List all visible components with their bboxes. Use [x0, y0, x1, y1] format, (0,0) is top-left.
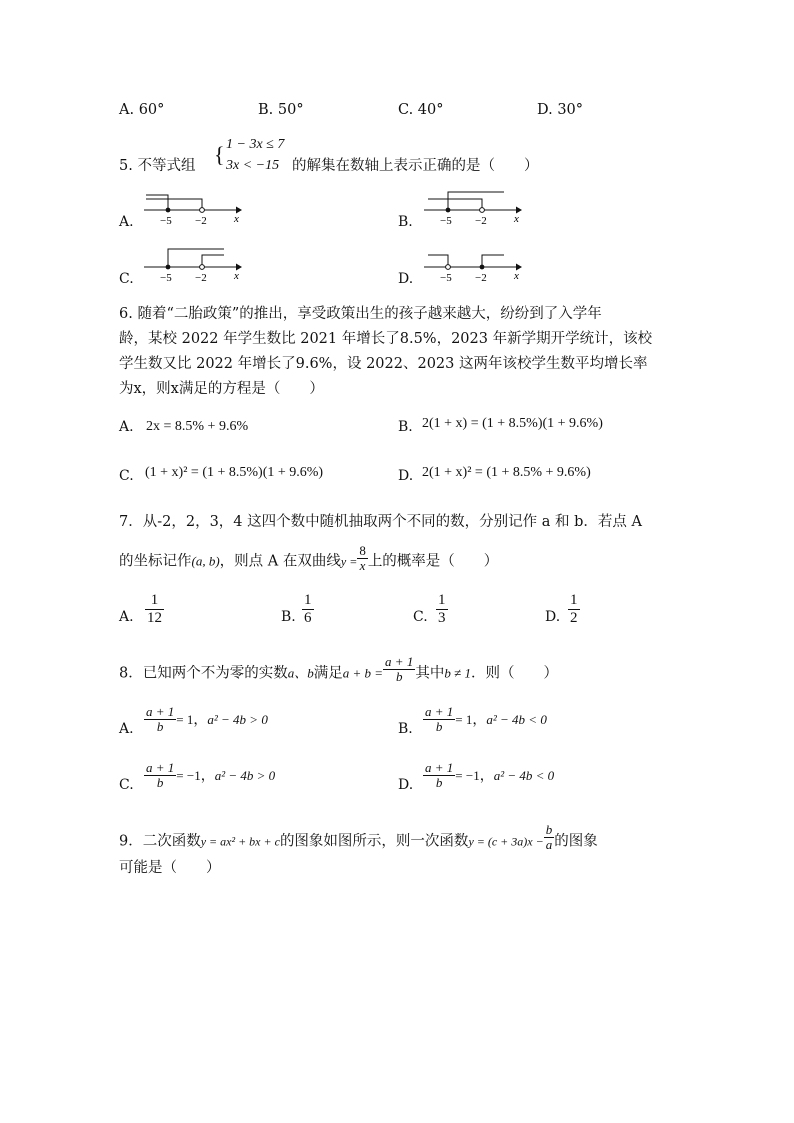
q7-option-a-label: A.	[119, 609, 134, 625]
q8-option-d-label: D.	[398, 777, 414, 793]
q5-system-line2: 3x < −15	[226, 158, 280, 173]
q5-system-line1: 1 − 3x ≤ 7	[226, 137, 285, 152]
q8-option-d: $\frac{a + 1}{b}$ = −1，a² − 4b < 0	[425, 760, 555, 790]
q4-option-b: B. 50°	[258, 102, 304, 118]
q7-option-c-fraction: $\frac{1}{3}$	[438, 592, 446, 626]
q7-stem-line1: 7．从-2，2，3，4 这四个数中随机抽取两个不同的数，分别记作 a 和 b．若点 A	[119, 514, 642, 530]
q5-option-b-label: B.	[398, 214, 413, 230]
q6-option-d: 2(1 + x)² = (1 + 8.5% + 9.6%)	[422, 465, 591, 480]
svg-text:−2: −2	[195, 272, 207, 284]
svg-text:−2: −2	[475, 215, 487, 227]
svg-text:x: x	[234, 213, 239, 225]
q8-option-c: $\frac{a + 1}{b}$ = −1，a² − 4b > 0	[146, 760, 276, 790]
svg-text:−5: −5	[160, 272, 172, 284]
q8-option-b-label: B.	[398, 721, 413, 737]
q6-option-a: 2x = 8.5% + 9.6%	[146, 419, 249, 434]
q5-option-a-label: A.	[119, 214, 134, 230]
svg-text:−5: −5	[440, 215, 452, 227]
q5-option-b-numberline	[420, 186, 530, 230]
svg-text:−5: −5	[160, 215, 172, 227]
q5-option-c-numberline	[140, 243, 250, 287]
q5-brace-icon: {	[214, 142, 225, 167]
q8-option-b: $\frac{a + 1}{b}$ = 1，a² − 4b < 0	[425, 704, 547, 734]
q7-option-d-fraction: $\frac{1}{2}$	[570, 592, 578, 626]
q6-stem-line2: 龄，某校 2022 年学生数比 2021 年增长了8.5%，2023 年新学期开学统计，该校	[119, 331, 653, 347]
svg-text:x: x	[514, 270, 519, 282]
q4-option-c: C. 40°	[398, 102, 444, 118]
q8-option-a-label: A.	[119, 721, 134, 737]
q5-option-c-label: C.	[119, 271, 134, 287]
svg-text:−2: −2	[475, 272, 487, 284]
q8-option-a: $\frac{a + 1}{b}$ = 1，a² − 4b > 0	[146, 704, 268, 734]
q6-option-a-label: A.	[119, 419, 134, 435]
q6-stem-line1: 6. 随着“二胎政策”的推出，享受政策出生的孩子越来越大，纷纷到了入学年	[119, 306, 602, 322]
svg-text:x: x	[514, 213, 519, 225]
q6-stem-line4: 为x，则x满足的方程是（ ）	[119, 381, 324, 397]
q7-option-c-label: C.	[413, 609, 428, 625]
q5-number: 5. 不等式组	[119, 158, 196, 174]
q6-option-d-label: D.	[398, 468, 414, 484]
q6-option-c-label: C.	[119, 468, 134, 484]
q7-option-b-label: B.	[281, 609, 296, 625]
q6-option-c: (1 + x)² = (1 + 8.5%)(1 + 9.6%)	[145, 465, 324, 480]
q8-stem: 8．已知两个不为零的实数a、b满足a + b = $\frac{a + 1}{b}$ 其中b ≠ 1．则（ ）	[119, 654, 558, 684]
q9-stem-line2: 可能是（ ）	[119, 860, 221, 876]
q6-option-b-label: B.	[398, 419, 413, 435]
svg-text:−2: −2	[195, 215, 207, 227]
q4-option-d: D. 30°	[537, 102, 584, 118]
q7-option-d-label: D.	[545, 609, 561, 625]
q4-option-a: A. 60°	[119, 102, 165, 118]
q7-option-a-fraction: $\frac{1}{12}$	[147, 592, 162, 626]
q5-option-d-numberline	[420, 243, 530, 287]
q6-option-b: 2(1 + x) = (1 + 8.5%)(1 + 9.6%)	[422, 416, 603, 431]
q7-option-b-fraction: $\frac{1}{6}$	[304, 592, 312, 626]
svg-text:−5: −5	[440, 272, 452, 284]
q8-option-c-label: C.	[119, 777, 134, 793]
q9-stem-line1: 9．二次函数y = ax² + bx + c的图象如图所示，则一次函数y = (c + 3a)x − $\frac{b}{a}$ 的图象	[119, 822, 598, 852]
q6-stem-line3: 学生数又比 2022 年增长了9.6%，设 2022、2023 这两年该校学生数平均增长率	[119, 356, 648, 372]
q7-stem-line2: 的坐标记作(a, b)，则点 A 在双曲线y = $\frac{8}{x}$ 上的概率是（ ）	[119, 543, 499, 573]
q5-option-a-numberline	[140, 186, 250, 230]
q5-option-d-label: D.	[398, 271, 414, 287]
q5-stem-end: 的解集在数轴上表示正确的是（ ）	[292, 158, 539, 174]
svg-text:x: x	[234, 270, 239, 282]
